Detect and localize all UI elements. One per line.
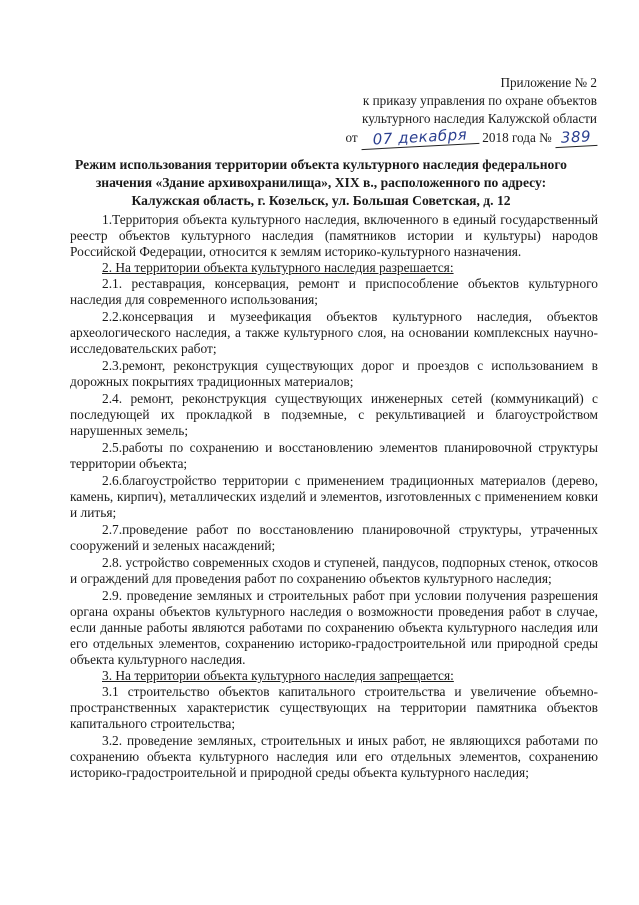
paragraph-2-5: 2.5.работы по сохранению и восстановлению элементов планировочной структуры территории объекта; [70,440,598,471]
appendix-date-line [327,125,597,149]
handwritten-order-number: 389 [555,127,598,148]
section-2-heading-text: 2. На территории объекта культурного наследия разрешается: [102,260,454,275]
date-prefix: от [345,130,358,145]
appendix-title: Приложение № 2 [500,75,597,90]
document-body [70,212,598,781]
section-2-heading [70,260,598,276]
date-suffix: 2018 года № [482,130,552,145]
appendix-authority: культурного наследия Калужской области [362,111,597,126]
document-title: Режим использования территории объекта культурного наследия федерального значения «Здание архивохранилища», XIX в., расположенного по адресу: Калужская область, г. Козельск, ул. Большая Советская, д. 12 [75,157,567,208]
paragraph-3-1: 3.1 строительство объектов капитального строительства и увеличение объемно-пространственных характеристик существующих на территории памятника объектов капитального строительства; [70,684,598,731]
paragraph-2-6: 2.6.благоустройство территории с применением традиционных материалов (дерево, камень, кирпич), металлических изделий и элементов, изготовленных с применением ковки и литья; [70,473,598,520]
paragraph-2-7: 2.7.проведение работ по восстановлению планировочной структуры, утраченных сооружений и зеленых насаждений; [70,522,598,553]
paragraph-2-1: 2.1. реставрация, консервация, ремонт и приспособление объектов культурного наследия для современного использования; [70,276,598,307]
paragraph-2-4: 2.4. ремонт, реконструкция существующих инженерных сетей (коммуникаций) с последующей их прокладкой в подземные, с рекультивацией и благоустройством нарушенных земель; [70,391,598,438]
paragraph-2-8: 2.8. устройство современных сходов и ступеней, пандусов, подпорных стенок, откосов и ограждений для проведения работ по сохранению объектов культурного наследия; [70,555,598,586]
paragraph-1: 1.Территория объекта культурного наследия, включенного в единый государственный реестр объектов культурного наследия (памятников истории и культуры) народов Российской Федерации, относится к землям историко-культурного назначения. [70,212,598,259]
paragraph-3-2: 3.2. проведение земляных, строительных и иных работ, не являющихся работами по сохранению объекта культурного наследия или его отдельных элементов, сохранению историко-градостроительной и природной среды объекта культурного наследия; [70,733,598,780]
appendix-header [327,74,597,147]
section-3-heading [70,668,598,684]
paragraph-2-3: 2.3.ремонт, реконструкция существующих дорог и проездов с использованием в дорожных покрытиях традиционных материалов; [70,358,598,389]
section-3-heading-text: 3. На территории объекта культурного наследия запрещается: [102,668,454,683]
paragraph-2-2: 2.2.консервация и музеефикация объектов культурного наследия, объектов археологического наследия, а также культурного слоя, на основании комплексных научно-исследовательских работ; [70,309,598,356]
paragraph-2-9: 2.9. проведение земляных и строительных работ при условии получения разрешения органа охраны объектов культурного наследия о возможности проведения работ в случае, если данные работы являются работами по сохранению объекта культурного наследия или его отдельных элементов, сохранению историко-градостроительной или природной среды объекта культурного наследия. [70,588,598,667]
handwritten-date: 07 декабря [361,125,480,150]
appendix-order-ref: к приказу управления по охране объектов [362,93,597,108]
